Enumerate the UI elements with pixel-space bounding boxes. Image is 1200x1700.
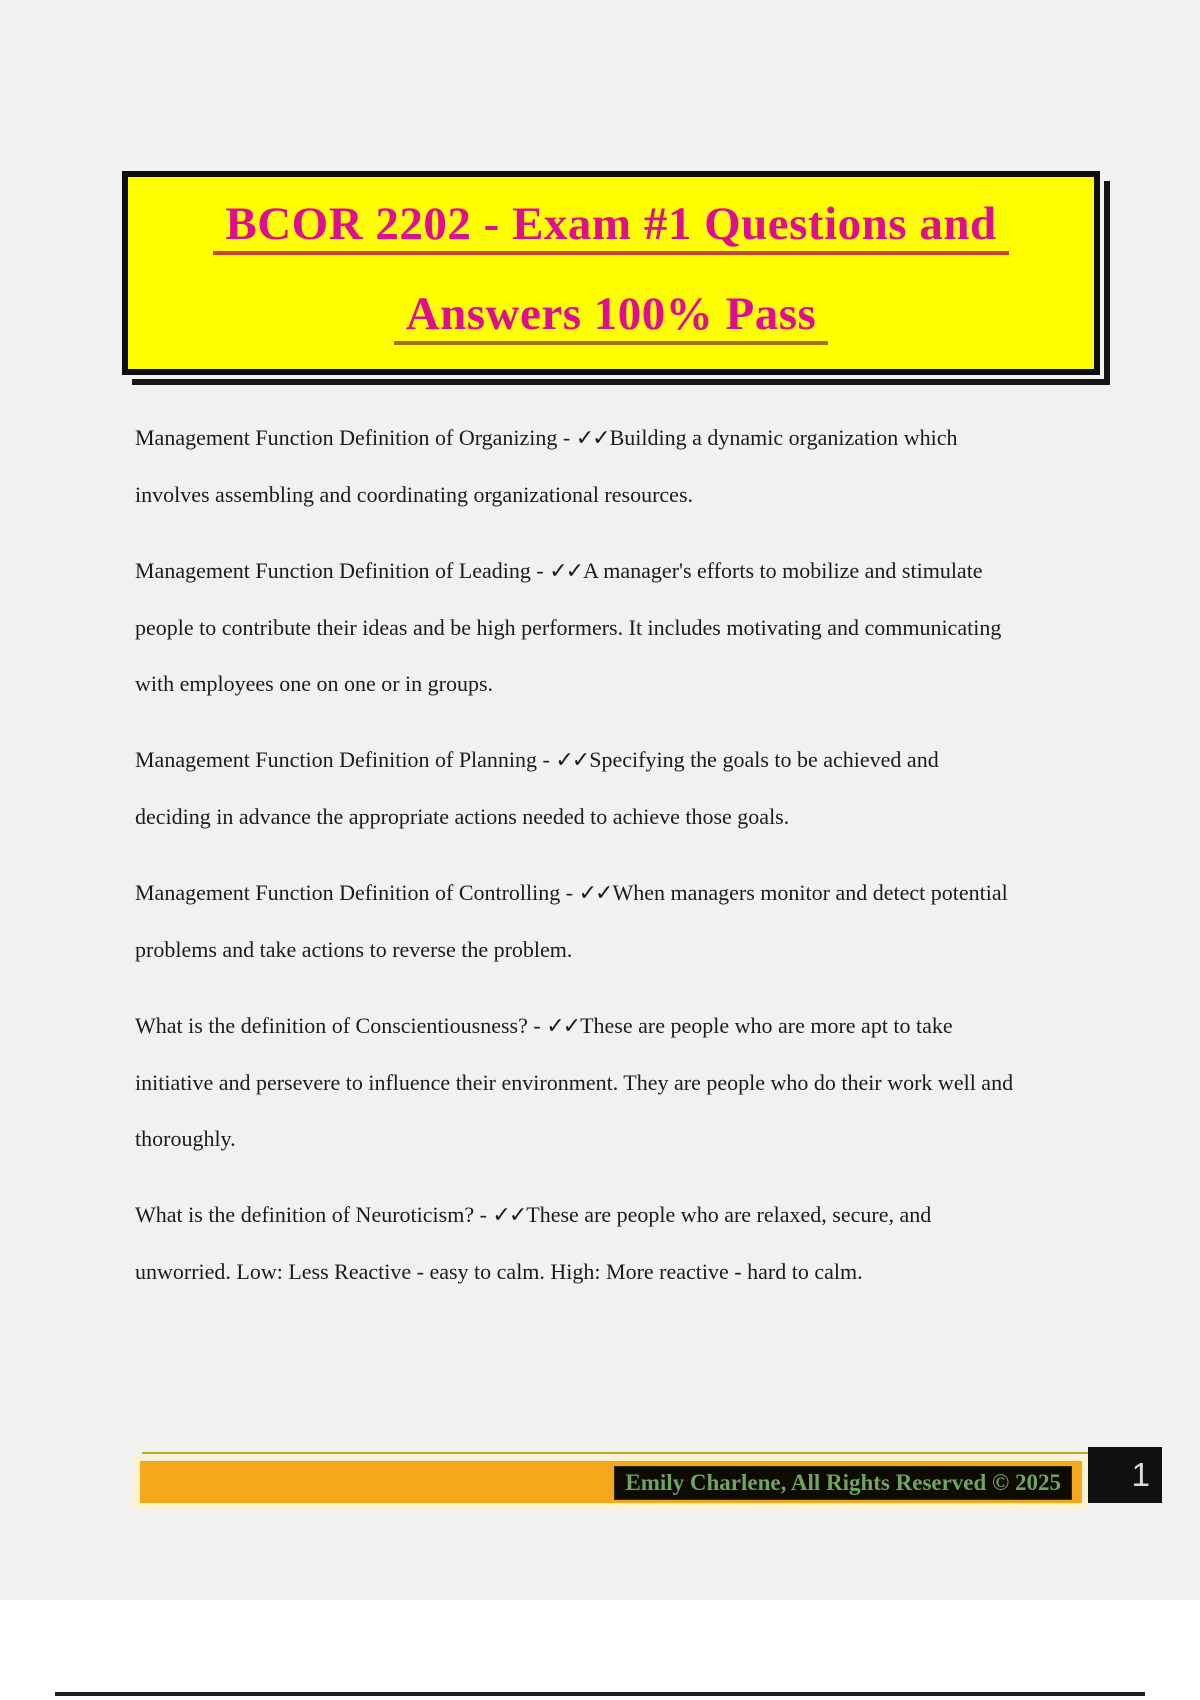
- answer-checkmarks: ✓✓: [555, 748, 589, 773]
- question-text: Management Function Definition of Planning -: [135, 747, 556, 772]
- title-line-1-row: [128, 179, 1094, 269]
- question-text: What is the definition of Neuroticism? -: [135, 1202, 493, 1227]
- answer-text: These are people who are more apt to take initiative and persevere to influence their environment. They are people who do their work well and thoroughly.: [135, 1013, 1014, 1151]
- qa-paragraph: [135, 543, 1015, 712]
- answer-checkmarks: ✓✓: [575, 426, 609, 451]
- question-text: Management Function Definition of Organizing -: [135, 425, 576, 450]
- qa-content: [135, 410, 1015, 1320]
- title-line-2-row: [128, 269, 1094, 359]
- answer-text: A manager's efforts to mobilize and stimulate people to contribute their ideas and be high performers. It includes motivating and communicating with employees one on one or in groups.: [135, 558, 1002, 696]
- qa-paragraph: [135, 865, 1015, 978]
- qa-paragraph: [135, 1187, 1015, 1300]
- answer-text: When managers monitor and detect potential problems and take actions to reverse the problem.: [135, 880, 1008, 962]
- qa-paragraph: [135, 998, 1015, 1167]
- footer-bar: [140, 1461, 1082, 1503]
- qa-paragraph: [135, 410, 1015, 523]
- answer-checkmarks: ✓✓: [546, 1014, 580, 1039]
- page-title-line-1: BCOR 2202 - Exam #1 Questions and: [213, 198, 1008, 255]
- qa-paragraph: [135, 732, 1015, 845]
- page-title-line-2: Answers 100% Pass: [394, 288, 829, 345]
- title-banner: [122, 171, 1100, 375]
- answer-text: Specifying the goals to be achieved and deciding in advance the appropriate actions needed to achieve those goals.: [135, 747, 939, 829]
- answer-checkmarks: ✓✓: [578, 881, 612, 906]
- bottom-rule: [55, 1692, 1145, 1696]
- question-text: Management Function Definition of Controlling -: [135, 880, 579, 905]
- question-text: Management Function Definition of Leading -: [135, 558, 550, 583]
- answer-text: These are people who are relaxed, secure, and unworried. Low: Less Reactive - easy to calm. High: More reactive - hard to calm.: [135, 1202, 932, 1284]
- answer-checkmarks: ✓✓: [549, 559, 583, 584]
- question-text: What is the definition of Conscientiousness? -: [135, 1013, 547, 1038]
- footer-gold-line: [142, 1452, 1144, 1454]
- answer-text: Building a dynamic organization which involves assembling and coordinating organizational resources.: [135, 425, 958, 507]
- copyright-label: Emily Charlene, All Rights Reserved © 2025: [614, 1466, 1072, 1500]
- answer-checkmarks: ✓✓: [492, 1203, 526, 1228]
- page-number-badge: 1: [1088, 1447, 1162, 1503]
